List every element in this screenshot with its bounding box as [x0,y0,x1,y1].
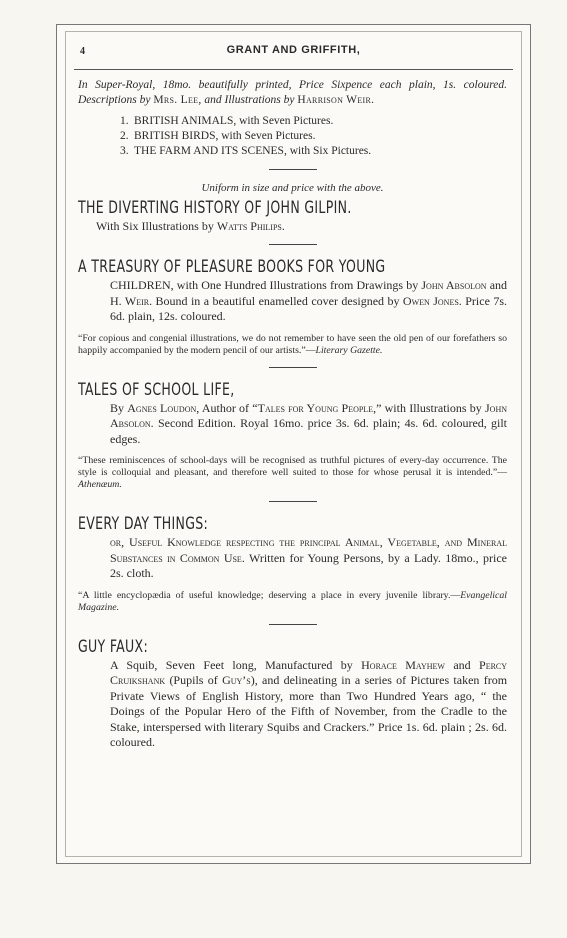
review-text: “A little encyclopædia of useful knowledge; deserving a place in every juvenile library.— [78,589,461,601]
guyfaux-text: (Pupils of [169,673,218,687]
school-text: ” [376,400,382,415]
school-description [110,401,507,448]
school-illustrator: John Absolon. [110,400,508,430]
gilpin-subtitle [96,219,507,234]
guyfaux-price: Price 1s. 6d. plain ; 2s. 6d. coloured. [110,719,508,749]
school-title: TALES OF SCHOOL LIFE, [78,379,235,400]
gilpin-title: THE DIVERTING HISTORY OF JOHN GILPIN. [78,198,352,218]
review-text: “For copious and congenial illustrations, we do not remember to have seen the old pen of our forefathers so happily accompanied by the modern pencil of our artists.”— [78,332,507,356]
page-number: 4 [80,46,85,57]
review-text: “These reminiscences of school-days will be recognised as truthful pictures of every-day occurrence. The style is colloquial and pleasant, and therefore well suited to those for whose perusal it is intended.”— [78,455,507,478]
section-divider [269,501,317,502]
review-source: Evangelical Magazine. [78,589,507,613]
running-title: GRANT AND GRIFFITH, [226,44,361,56]
section-divider [269,169,317,170]
list-text: BRITISH BIRDS, with Seven Pictures. [134,130,316,142]
uniform-note: Uniform in size and price with the above. [201,182,384,194]
treasury-text: and [489,278,508,292]
guyfaux-guys: Guy’s [222,673,251,687]
treasury-designer: Owen Jones. [402,293,462,308]
treasury-price: Price 7s. 6d. plain, [110,293,507,323]
list-number: 3. [120,145,129,157]
header-rule [74,69,513,70]
review-source: Athenæum. [78,479,122,490]
treasury-text: enamelled cover designed by [258,293,400,308]
school-edition: Second Edition. Royal [157,416,269,430]
content [78,74,507,751]
list-number: 1. [120,115,129,127]
treasury-text: CHILDREN, with One Hundred Illustrations from Drawings [110,278,404,292]
intro-text-2: 1s. coloured. Descriptions by [78,79,507,106]
intro-text-3: and Illustrations by [204,94,295,106]
everyday-review [78,590,507,614]
school-text: Author of “ [201,400,258,415]
school-price: 16mo. price 3s. 6d. plain; 4s. 6d. coloured, gilt edges. [110,416,508,446]
review-source: Literary Gazette. [315,344,383,356]
intro-text: In Super-Royal, 18mo. beautifully printed, Price Sixpence each plain, [78,79,436,91]
guyfaux-description [110,658,507,751]
gilpin-sub-text: With Six Illustrations by [96,219,214,233]
guyfaux-text: and [453,657,471,672]
section-divider [269,367,317,368]
treasury-title: A TREASURY OF PLEASURE BOOKS FOR YOUNG [78,257,386,277]
guyfaux-title: GUY FAUX: [78,636,149,657]
school-text: with Illustrations by [384,400,482,415]
guyfaux-text: A Squib, Seven Feet long, Manufactured by [110,657,353,672]
treasury-illustrator-2: H. Weir. [110,293,153,308]
page-frame [65,31,522,857]
school-author: Agnes Loudon, [127,400,200,415]
everyday-subtitle: or, Useful Knowledge respecting the principal Animal, Vegetable, and Mineral Substances in Common Use. [110,535,507,565]
intro-illustrator: Harrison Weir. [297,94,375,106]
treasury-text: Bound in a beautiful [155,293,256,308]
section-divider [269,244,317,245]
series-intro [78,78,507,108]
list-text: THE FARM AND ITS SCENES, with Six Pictures. [134,145,372,157]
treasury-text: by [406,278,419,292]
treasury-review [78,333,507,357]
guyfaux-author-2: Percy Cruikshank [110,657,508,687]
list-number: 2. [120,130,129,142]
series-list [120,114,507,159]
school-other-title: Tales for Young People, [257,400,377,415]
everyday-title: EVERY DAY THINGS: [78,514,209,534]
treasury-price-2: 12s. coloured. [158,309,226,323]
list-text: BRITISH ANIMALS, with Seven Pictures. [134,115,334,127]
list-item [120,114,507,129]
list-item [120,144,507,159]
page [56,24,531,864]
school-review [78,455,507,491]
section-divider [269,624,317,625]
everyday-description [110,535,507,582]
guyfaux-text: ), and delineating in [250,673,351,687]
treasury-description [110,278,507,325]
treasury-illustrator: John Absolon [421,278,487,292]
intro-author: Mrs. Lee, [153,94,202,106]
everyday-price: Written for Young Persons, by a Lady. 18mo., price 2s. cloth. [110,550,507,580]
list-item [120,129,507,144]
guyfaux-author: Horace Mayhew [361,657,445,672]
page-header [66,32,521,70]
guyfaux-text: a series of Pictures taken from Private Views of English History, more than Two Hundred Years ago, “ the Doings of the Popular Hero of the Fifth of November, from the Cradle to the Stake, interspersed with literary Squibs and Crackers.” [110,673,508,734]
school-text: By [110,400,125,415]
gilpin-illustrator: Watts Philips. [216,219,285,233]
